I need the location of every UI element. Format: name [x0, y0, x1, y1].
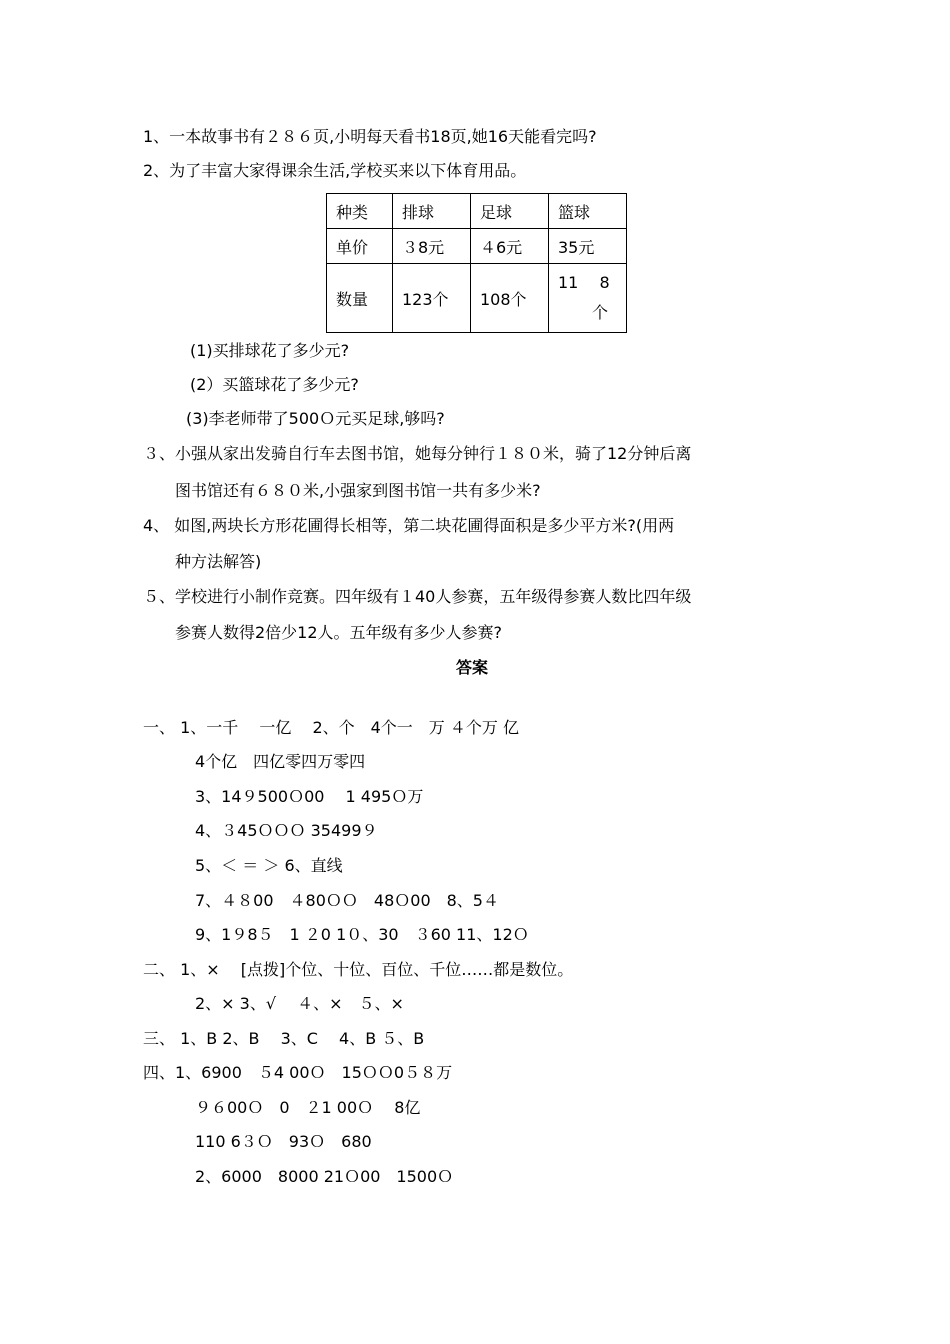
answer-line: 4个亿 四亿零四万零四: [195, 752, 366, 771]
table-cell: ４6元: [471, 229, 549, 264]
table-cell: 足球: [471, 194, 549, 229]
answer-line: 三、 1、B 2、B 3、C 4、B ５、B: [143, 1029, 425, 1048]
answer-line: 一、 1、一千 一亿 2、个 4个一 万 ４个万 亿: [143, 718, 519, 737]
question-3-line-1: ３、小强从家出发骑自行车去图书馆，她每分钟行１８０米，骑了12分钟后离: [143, 444, 692, 463]
table-row: [327, 229, 627, 264]
answer-line: 9、1９8５ 1 ２0 1０、30 ３60 11、12Ｏ: [195, 925, 529, 944]
question-2: 2、为了丰富大家得课余生活,学校买来以下体育用品。: [143, 161, 527, 180]
table-cell: 108个: [471, 264, 549, 333]
question-2-sub-2: (2）买篮球花了多少元?: [190, 375, 359, 394]
cell-text-line: 11 8: [558, 273, 610, 292]
question-4-line-1: 4、 如图,两块长方形花圃得长相等，第二块花圃得面积是多少平方米?(用两: [143, 516, 675, 535]
answer-line: 2、6000 8000 21Ｏ00 1500Ｏ: [195, 1167, 454, 1186]
question-3-line-2: 图书馆还有６８０米,小强家到图书馆一共有多少米?: [175, 481, 541, 500]
question-2-sub-1: (1)买排球花了多少元?: [190, 341, 350, 360]
table-cell: ３8元: [393, 229, 471, 264]
answer-line: 4、３45ＯＯＯ 35499９: [195, 821, 378, 840]
answer-line: 110 6３Ｏ 93Ｏ 680: [195, 1132, 372, 1151]
table-cell: [549, 264, 627, 333]
question-5-line-2: 参赛人数得2倍少12人。五年级有多少人参赛?: [175, 623, 503, 642]
answer-line: ９６00Ｏ 0 ２1 00Ｏ 8亿: [195, 1098, 421, 1117]
answer-line: 7、４８00 ４80ＯＯ 48Ｏ00 8、5４: [195, 891, 499, 910]
answer-line: 3、14９500Ｏ00 1 495Ｏ万: [195, 787, 424, 806]
question-4-line-2: 种方法解答): [175, 552, 262, 571]
question-2-sub-3: (3)李老师带了500Ｏ元买足球,够吗?: [186, 409, 445, 428]
table-cell: 单价: [327, 229, 393, 264]
answer-line: 5、＜ ＝ ＞ 6、直线: [195, 856, 343, 875]
table-cell: 数量: [327, 264, 393, 333]
answers-title: 答案: [456, 658, 489, 677]
question-5-line-1: ５、学校进行小制作竞赛。四年级有１40人参赛，五年级得参赛人数比四年级: [143, 587, 692, 606]
question-1: 1、一本故事书有２８６页,小明每天看书18页,她16天能看完吗?: [143, 127, 597, 146]
answer-line: 2、× 3、√ ４、× ５、×: [195, 994, 404, 1013]
table-row: [327, 194, 627, 229]
sports-goods-table: [326, 193, 627, 333]
table-cell: 种类: [327, 194, 393, 229]
table-cell: 123个: [393, 264, 471, 333]
cell-text-line: 个: [592, 303, 609, 322]
table-cell: 排球: [393, 194, 471, 229]
answer-line: 四、1、6900 ５4 00Ｏ 15ＯＯ0５８万: [143, 1063, 453, 1082]
table-cell: 35元: [549, 229, 627, 264]
table-cell: 篮球: [549, 194, 627, 229]
answer-line: 二、 1、× [点拨]个位、十位、百位、千位……都是数位。: [143, 960, 574, 979]
table-row: [327, 264, 627, 333]
